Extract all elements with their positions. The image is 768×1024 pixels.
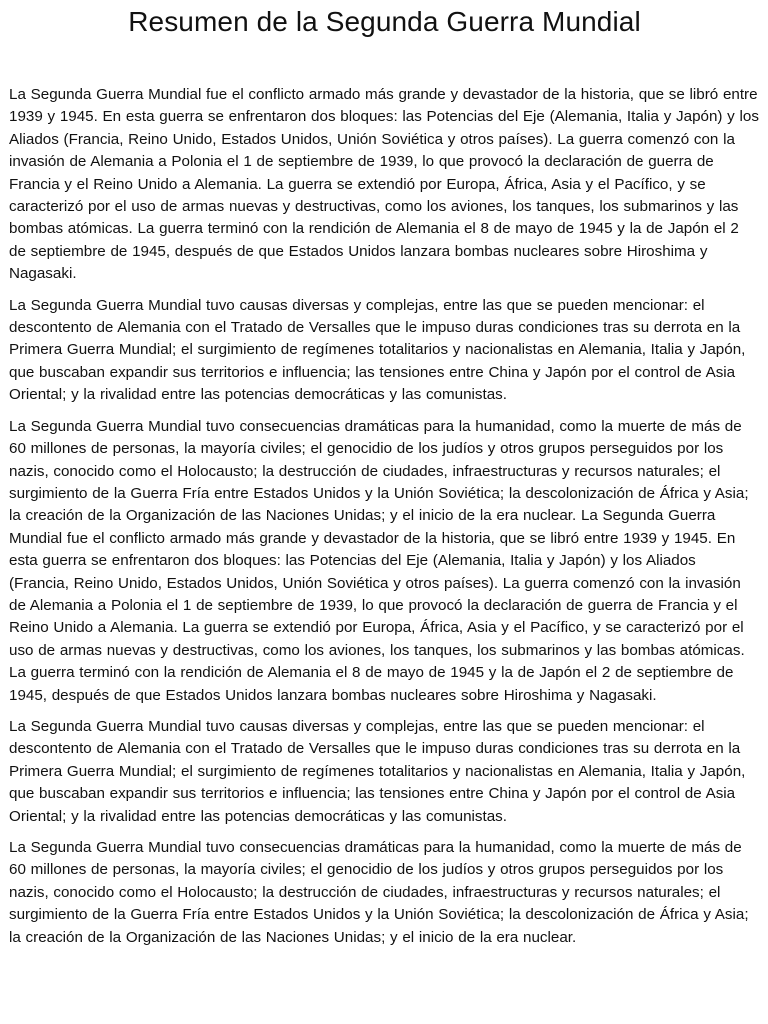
paragraph-2: La Segunda Guerra Mundial tuvo causas diversas y complejas, entre las que se pueden mencionar: el descontento de Alemania con el Tratado de Versalles que le impuso duras condiciones tras su derrota en la Primera Guerra Mundial; el surgimiento de regímenes totalitarios y nacionalistas en Alemania, Italia y Japón, que buscaban expandir sus territorios e influencia; las tensiones entre China y Japón por el control de Asia Oriental; y la rivalidad entre las potencias democráticas y las comunistas. bbox=[9, 296, 746, 404]
paragraph-4: La Segunda Guerra Mundial tuvo causas diversas y complejas, entre las que se pueden mencionar: el descontento de Alemania con el Tratado de Versalles que le impuso duras condiciones tras su derrota en la Primera Guerra Mundial; el surgimiento de regímenes totalitarios y nacionalistas en Alemania, Italia y Japón, que buscaban expandir sus territorios e influencia; las tensiones entre China y Japón por el control de Asia Oriental; y la rivalidad entre las potencias democráticas y las comunistas. bbox=[9, 717, 746, 825]
document-body bbox=[9, 84, 760, 949]
paragraph-5: La Segunda Guerra Mundial tuvo consecuencias dramáticas para la humanidad, como la muerte de más de 60 millones de personas, la mayoría civiles; el genocidio de los judíos y otros grupos perseguidos por los nazis, conocido como el Holocausto; la destrucción de ciudades, infraestructuras y recursos naturales; el surgimiento de la Guerra Fría entre Estados Unidos y la Unión Soviética; la descolonización de África y Asia; la creación de la Organización de las Naciones Unidas; y el inicio de la era nuclear. bbox=[9, 839, 749, 946]
paragraph-1: La Segunda Guerra Mundial fue el conflicto armado más grande y devastador de la historia, que se libró entre 1939 y 1945. En esta guerra se enfrentaron dos bloques: las Potencias del Eje (Alemania, Italia y Japón) y los Aliados (Francia, Reino Unido, Estados Unidos, Unión Soviética y otros países). La guerra comenzó con la invasión de Alemania a Polonia el 1 de septiembre de 1939, lo que provocó la declaración de guerra de Francia y el Reino Unido a Alemania. La guerra se extendió por Europa, África, Asia y el Pacífico, y se caracterizó por el uso de armas nuevas y destructivas, como los aviones, los tanques, los submarinos y las bombas atómicas. La guerra terminó con la rendición de Alemania el 8 de mayo de 1945 y la de Japón el 2 de septiembre de 1945, después de que Estados Unidos lanzara bombas nucleares sobre Hiroshima y Nagasaki. bbox=[9, 86, 759, 283]
paragraph-3: La Segunda Guerra Mundial tuvo consecuencias dramáticas para la humanidad, como la muerte de más de 60 millones de personas, la mayoría civiles; el genocidio de los judíos y otros grupos perseguidos por los nazis, conocido como el Holocausto; la destrucción de ciudades, infraestructuras y recursos naturales; el surgimiento de la Guerra Fría entre Estados Unidos y la Unión Soviética; la descolonización de África y Asia; la creación de la Organización de las Naciones Unidas; y el inicio de la era nuclear. La Segunda Guerra Mundial fue el conflicto armado más grande y devastador de la historia, que se libró entre 1939 y 1945. En esta guerra se enfrentaron dos bloques: las Potencias del Eje (Alemania, Italia y Japón) y los Aliados (Francia, Reino Unido, Estados Unidos, Unión Soviética y otros países). La guerra comenzó con la invasión de Alemania a Polonia el 1 de septiembre de 1939, lo que provocó la declaración de guerra de Francia y el Reino Unido a Alemania. La guerra se extendió por Europa, África, Asia y el Pacífico, y se caracterizó por el uso de armas nuevas y destructivas, como los aviones, los tanques, los submarinos y las bombas atómicas. La guerra terminó con la rendición de Alemania el 8 de mayo de 1945 y la de Japón el 2 de septiembre de 1945, después de que Estados Unidos lanzara bombas nucleares sobre Hiroshima y Nagasaki. bbox=[9, 417, 749, 704]
document-title: Resumen de la Segunda Guerra Mundial bbox=[128, 6, 641, 37]
